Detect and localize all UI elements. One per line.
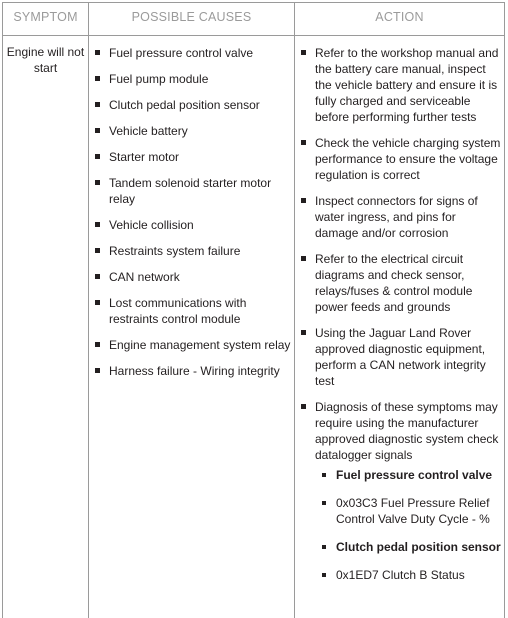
datalogger-signal: 0x1ED7 Clutch B Status — [315, 567, 501, 583]
action-item: Using the Jaguar Land Rover approved diagnostic equipment, perform a CAN network integrity test — [301, 325, 501, 389]
cause-item: Engine management system relay — [95, 337, 291, 353]
cause-item: Starter motor — [95, 149, 291, 165]
possible-causes-list — [95, 45, 291, 389]
column-divider — [504, 3, 505, 618]
datalogger-signal-list — [315, 467, 501, 583]
column-divider — [294, 3, 295, 618]
cause-item: CAN network — [95, 269, 291, 285]
symptom-cell: Engine will not start — [6, 45, 85, 75]
cause-item: Restraints system failure — [95, 243, 291, 259]
header-possible-causes: POSSIBLE CAUSES — [131, 10, 252, 24]
action-item: Refer to the workshop manual and the battery care manual, inspect the vehicle battery and ensure it is fully charged and serviceable before performing further tests — [301, 45, 501, 125]
action-item: Inspect connectors for signs of water ingress, and pins for damage and/or corrosion — [301, 193, 501, 241]
action-item: Refer to the electrical circuit diagrams and check sensor, relays/fuses & control module power feeds and grounds — [301, 251, 501, 315]
header-divider — [3, 35, 504, 36]
diagnostic-table — [2, 2, 505, 618]
action-item: Check the vehicle charging system performance to ensure the voltage regulation is correct — [301, 135, 501, 183]
cause-item: Fuel pressure control valve — [95, 45, 291, 61]
cause-item: Tandem solenoid starter motor relay — [95, 175, 291, 207]
cause-item: Lost communications with restraints control module — [95, 295, 291, 327]
action-item-text: Diagnosis of these symptoms may require using the manufacturer approved diagnostic system check datalogger signals — [315, 400, 499, 462]
datalogger-signal-heading: Fuel pressure control valve — [315, 467, 501, 483]
column-divider — [88, 3, 89, 618]
cause-item: Vehicle battery — [95, 123, 291, 139]
datalogger-signal-heading: Clutch pedal position sensor — [315, 539, 501, 555]
action-list — [301, 45, 501, 595]
cause-item: Vehicle collision — [95, 217, 291, 233]
cause-item: Fuel pump module — [95, 71, 291, 87]
action-item — [301, 399, 501, 583]
datalogger-signal: 0x03C3 Fuel Pressure Relief Control Valve Duty Cycle - % — [315, 495, 501, 527]
header-action: ACTION — [375, 10, 424, 24]
cause-item: Harness failure - Wiring integrity — [95, 363, 291, 379]
cause-item: Clutch pedal position sensor — [95, 97, 291, 113]
header-symptom: SYMPTOM — [13, 10, 78, 24]
